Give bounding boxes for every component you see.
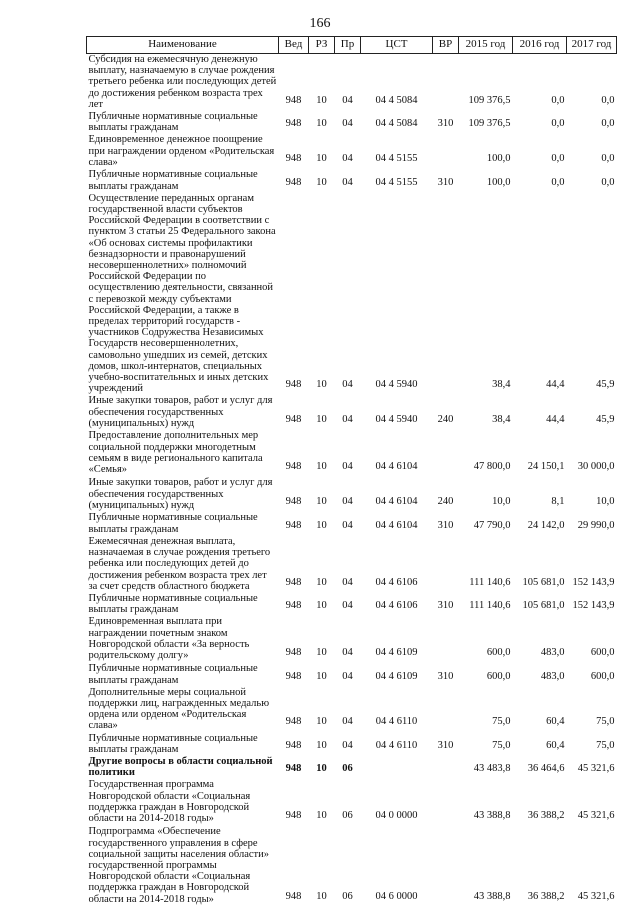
- ved-cell: 948: [285, 414, 302, 426]
- cst-cell: 04 4 5084: [375, 94, 418, 106]
- value-2015: 100,0: [486, 153, 511, 165]
- pr-cell: 04: [342, 414, 353, 426]
- rz-cell: 10: [316, 600, 327, 612]
- vr-cell: [433, 826, 459, 907]
- value-2017: 10,0: [596, 496, 615, 508]
- value-2015: 109 376,5: [468, 118, 511, 130]
- pr-cell: 06: [342, 810, 353, 822]
- ved-cell: 948: [285, 763, 302, 775]
- rz-cell: 10: [316, 176, 327, 188]
- ved-cell: 948: [285, 716, 302, 728]
- ved-cell: 948: [285, 379, 302, 391]
- value-2017: 0,0: [601, 118, 615, 130]
- column-header: 2015 год: [459, 37, 513, 54]
- row-name: Иные закупки товаров, работ и услуг для обеспечения государственных (муниципальных) нужд: [88, 477, 273, 511]
- value-2016: 24 150,1: [527, 461, 565, 473]
- vr-cell: [433, 756, 459, 779]
- vr-cell: [433, 430, 459, 477]
- budget-table: [86, 36, 617, 907]
- ved-cell: 948: [285, 153, 302, 165]
- page-number: 166: [309, 16, 331, 31]
- pr-cell: 06: [342, 763, 353, 775]
- cst-cell: 04 4 5084: [375, 118, 418, 130]
- cst-cell: 04 4 6106: [375, 576, 418, 588]
- rz-cell: 10: [316, 810, 327, 822]
- ved-cell: 948: [285, 496, 302, 508]
- value-2016: 105 681,0: [522, 600, 565, 612]
- value-2015: 38,4: [492, 379, 511, 391]
- value-2015: 10,0: [492, 496, 511, 508]
- row-name: Дополнительные меры социальной поддержки лиц, награжденных медалью ордена или орденом «Родительская слава»: [88, 686, 270, 732]
- table-row: [87, 169, 617, 192]
- cst-cell: 04 4 5155: [375, 176, 418, 188]
- cst-cell: 04 0 0000: [375, 810, 418, 822]
- value-2016: 0,0: [551, 118, 565, 130]
- row-name: Публичные нормативные социальные выплаты гражданам: [88, 169, 258, 192]
- table-row: [87, 512, 617, 535]
- vr-cell: [433, 54, 459, 112]
- vr-cell: [433, 536, 459, 593]
- rz-cell: 10: [316, 716, 327, 728]
- rz-cell: 10: [316, 576, 327, 588]
- value-2015: 43 388,8: [473, 891, 511, 903]
- value-2016: 36 464,6: [527, 763, 565, 775]
- vr-cell: [433, 193, 459, 396]
- value-2016: 8,1: [551, 496, 565, 508]
- column-header: РЗ: [309, 37, 335, 54]
- rz-cell: 10: [316, 670, 327, 682]
- ved-cell: 948: [285, 118, 302, 130]
- vr-cell: 310: [437, 176, 454, 188]
- pr-cell: 06: [342, 891, 353, 903]
- column-header: ВР: [433, 37, 459, 54]
- value-2015: 111 140,6: [469, 576, 511, 588]
- table-row: [87, 395, 617, 430]
- cst-cell: 04 4 6109: [375, 670, 418, 682]
- value-2017: 45 321,6: [577, 763, 615, 775]
- cst-cell: 04 4 6109: [375, 647, 418, 659]
- table-row: [87, 477, 617, 512]
- cst-cell: 04 4 6106: [375, 600, 418, 612]
- value-2015: 600,0: [486, 670, 511, 682]
- rz-cell: 10: [316, 519, 327, 531]
- pr-cell: 04: [342, 461, 353, 473]
- row-name: Подпрограмма «Обеспечение государственного управления в сфере социальной защиты населения области» государственной программы Новгородской области «Социальная поддержка граждан в Новгородской области на 2014-2018 годы»: [88, 826, 269, 905]
- table-row: [87, 687, 617, 733]
- pr-cell: 04: [342, 118, 353, 130]
- table-row: [87, 756, 617, 779]
- vr-cell: 240: [437, 496, 454, 508]
- vr-cell: 310: [437, 519, 454, 531]
- rz-cell: 10: [316, 461, 327, 473]
- value-2015: 43 388,8: [473, 810, 511, 822]
- value-2017: 152 143,9: [572, 576, 615, 588]
- cst-cell: 04 4 6110: [375, 716, 418, 728]
- vr-cell: [433, 616, 459, 663]
- column-header: 2016 год: [513, 37, 567, 54]
- value-2015: 47 790,0: [473, 519, 511, 531]
- value-2017: 0,0: [601, 153, 615, 165]
- pr-cell: 04: [342, 176, 353, 188]
- value-2017: 45 321,6: [577, 891, 615, 903]
- cst-cell: 04 4 6104: [375, 496, 418, 508]
- row-name: Публичные нормативные социальные выплаты гражданам: [88, 111, 258, 134]
- table-row: [87, 826, 617, 907]
- row-name: Иные закупки товаров, работ и услуг для обеспечения государственных (муниципальных) нужд: [88, 395, 273, 429]
- value-2016: 60,4: [546, 716, 565, 728]
- rz-cell: 10: [316, 94, 327, 106]
- value-2015: 100,0: [486, 176, 511, 188]
- value-2017: 75,0: [596, 739, 615, 751]
- cst-cell: 04 4 5155: [375, 153, 418, 165]
- pr-cell: 04: [342, 379, 353, 391]
- value-2016: 36 388,2: [527, 810, 565, 822]
- table-row: [87, 430, 617, 477]
- value-2016: 483,0: [540, 647, 565, 659]
- row-name: Другие вопросы в области социальной политики: [88, 755, 273, 779]
- value-2015: 47 800,0: [473, 461, 511, 473]
- table-row: [87, 536, 617, 593]
- pr-cell: 04: [342, 519, 353, 531]
- pr-cell: 04: [342, 647, 353, 659]
- vr-cell: 240: [437, 414, 454, 426]
- table-row: [87, 616, 617, 663]
- rz-cell: 10: [316, 414, 327, 426]
- table-row: [87, 54, 617, 112]
- value-2017: 29 990,0: [577, 519, 615, 531]
- vr-cell: [433, 779, 459, 826]
- row-name: Предоставление дополнительных мер социальной поддержки многодетным семьям в виде регионального капитала «Семья»: [88, 430, 263, 476]
- vr-cell: [433, 134, 459, 169]
- value-2017: 75,0: [596, 716, 615, 728]
- value-2017: 45,9: [596, 414, 615, 426]
- pr-cell: 04: [342, 600, 353, 612]
- row-name: Единовременная выплата при награждении почетным знаком Новгородской области «За верность родительскому долгу»: [88, 616, 250, 661]
- cst-cell: 04 4 6104: [375, 461, 418, 473]
- value-2016: 44,4: [546, 379, 565, 391]
- value-2016: 24 142,0: [527, 519, 565, 531]
- value-2015: 43 483,8: [473, 763, 511, 775]
- pr-cell: 04: [342, 153, 353, 165]
- pr-cell: 04: [342, 576, 353, 588]
- value-2016: 60,4: [546, 739, 565, 751]
- pr-cell: 04: [342, 94, 353, 106]
- table-row: [87, 779, 617, 826]
- value-2017: 45 321,6: [577, 810, 615, 822]
- cst-cell: 04 6 0000: [375, 891, 418, 903]
- ved-cell: 948: [285, 94, 302, 106]
- value-2015: 75,0: [492, 739, 511, 751]
- rz-cell: 10: [316, 153, 327, 165]
- rz-cell: 10: [316, 118, 327, 130]
- value-2016: 105 681,0: [522, 576, 565, 588]
- ved-cell: 948: [285, 647, 302, 659]
- value-2015: 38,4: [492, 414, 511, 426]
- column-header: Пр: [335, 37, 361, 54]
- table-row: [87, 593, 617, 616]
- value-2016: 0,0: [551, 94, 565, 106]
- pr-cell: 04: [342, 496, 353, 508]
- row-name: Осуществление переданных органам государственной власти субъектов Российской Федерации в соответствии с пунктом 3 статьи 25 Федерального закона «Об основах системы профилактики безнадзорности и правонарушений несовершеннолетних» полномочий Российской Федерации по осуществлению деятельности, связанной с перевозкой между субъектами Российской Федерации, а также в пределах территорий государств - участников Содружества Независимых Государств несовершеннолетних, самовольно ушедших из семей, детских домов, школ-интернатов, специальных учебно-воспитательных и иных детских учреждений: [88, 192, 276, 395]
- ved-cell: 948: [285, 810, 302, 822]
- value-2016: 44,4: [546, 414, 565, 426]
- column-header: 2017 год: [567, 37, 617, 54]
- cst-cell: 04 4 5940: [375, 379, 418, 391]
- pr-cell: 04: [342, 739, 353, 751]
- value-2017: 0,0: [601, 176, 615, 188]
- cst-cell: 04 4 6110: [375, 739, 418, 751]
- value-2017: 45,9: [596, 379, 615, 391]
- row-name: Единовременное денежное поощрение при награждении орденом «Родительская слава»: [88, 134, 275, 168]
- value-2016: 0,0: [551, 153, 565, 165]
- table-row: [87, 193, 617, 396]
- value-2017: 30 000,0: [577, 461, 615, 473]
- value-2017: 600,0: [590, 647, 615, 659]
- vr-cell: 310: [437, 118, 454, 130]
- rz-cell: 10: [316, 379, 327, 391]
- ved-cell: 948: [285, 461, 302, 473]
- row-name: Публичные нормативные социальные выплаты гражданам: [88, 732, 258, 755]
- table-row: [87, 663, 617, 686]
- rz-cell: 10: [316, 496, 327, 508]
- rz-cell: 10: [316, 891, 327, 903]
- value-2016: 36 388,2: [527, 891, 565, 903]
- cst-cell: 04 4 5940: [375, 414, 418, 426]
- ved-cell: 948: [285, 576, 302, 588]
- ved-cell: 948: [285, 176, 302, 188]
- value-2017: 0,0: [601, 94, 615, 106]
- column-header: Наименование: [87, 37, 279, 54]
- value-2016: 483,0: [540, 670, 565, 682]
- value-2015: 111 140,6: [469, 600, 511, 612]
- column-header: Вед: [279, 37, 309, 54]
- vr-cell: 310: [437, 739, 454, 751]
- vr-cell: 310: [437, 670, 454, 682]
- rz-cell: 10: [316, 763, 327, 775]
- table-row: [87, 134, 617, 169]
- vr-cell: [433, 687, 459, 733]
- value-2017: 152 143,9: [572, 600, 615, 612]
- value-2015: 600,0: [486, 647, 511, 659]
- row-name: Публичные нормативные социальные выплаты гражданам: [88, 663, 258, 686]
- value-2017: 600,0: [590, 670, 615, 682]
- rz-cell: 10: [316, 647, 327, 659]
- vr-cell: 310: [437, 600, 454, 612]
- pr-cell: 04: [342, 670, 353, 682]
- ved-cell: 948: [285, 670, 302, 682]
- ved-cell: 948: [285, 600, 302, 612]
- ved-cell: 948: [285, 739, 302, 751]
- cst-cell: [361, 756, 433, 779]
- row-name: Субсидия на ежемесячную денежную выплату, назначаемую в случае рождения третьего ребенка или последующих детей до достижения ребенком возраста трех лет: [88, 54, 277, 110]
- value-2015: 109 376,5: [468, 94, 511, 106]
- table-row: [87, 733, 617, 756]
- value-2015: 75,0: [492, 716, 511, 728]
- pr-cell: 04: [342, 716, 353, 728]
- ved-cell: 948: [285, 891, 302, 903]
- value-2016: 0,0: [551, 176, 565, 188]
- table-header-row: [87, 37, 617, 54]
- row-name: Ежемесячная денежная выплата, назначаемая в случае рождения третьего ребенка или последующих детей до достижения ребенком возраста трех лет за счет средств областного бюджета: [88, 535, 271, 592]
- table-row: [87, 111, 617, 134]
- column-header: ЦСТ: [361, 37, 433, 54]
- cst-cell: 04 4 6104: [375, 519, 418, 531]
- row-name: Публичные нормативные социальные выплаты гражданам: [88, 512, 258, 535]
- ved-cell: 948: [285, 519, 302, 531]
- row-name: Публичные нормативные социальные выплаты гражданам: [88, 592, 258, 616]
- rz-cell: 10: [316, 739, 327, 751]
- row-name: Государственная программа Новгородской области «Социальная поддержка граждан в Новгородской области на 2014-2018 годы»: [88, 779, 251, 824]
